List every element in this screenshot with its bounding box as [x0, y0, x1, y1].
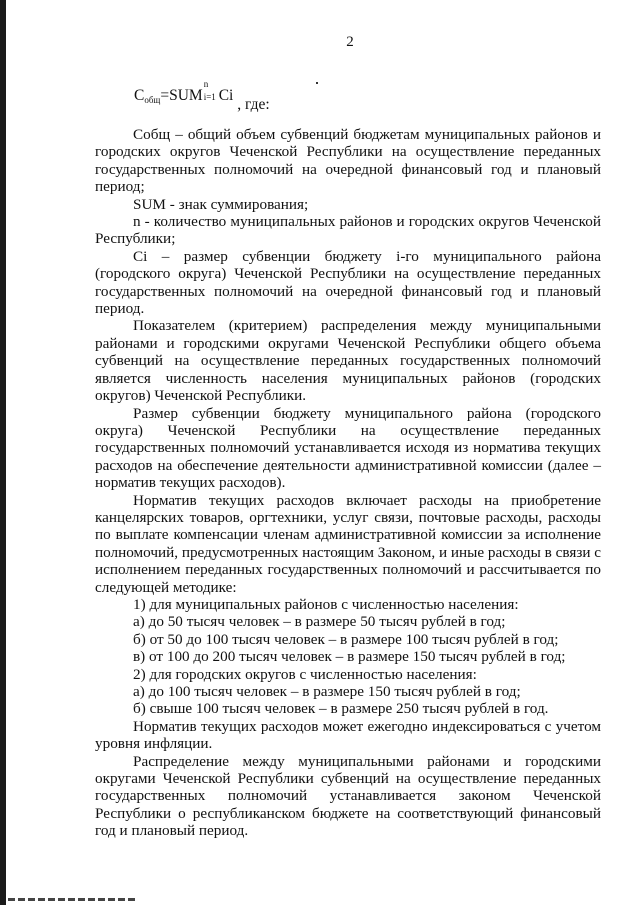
- list-item: в) от 100 до 200 тысяч человек – в размере 150 тысяч рублей в год;: [133, 648, 566, 666]
- list-item: 1) для муниципальных районов с численностью населения:: [133, 595, 519, 613]
- scan-edge-bar: [0, 0, 6, 905]
- formula-sum-upper: n: [203, 79, 209, 89]
- formula-term: Ci: [218, 87, 234, 104]
- footer-scan-artifact: [8, 898, 138, 901]
- formula-suffix: , где:: [237, 96, 270, 113]
- paragraph: Норматив текущих расходов включает расходы на приобретение канцелярских товаров, оргтехники, услуг связи, почтовые расходы, расходы по выплате компенсации членам административной комиссии за исполнение полномочий, предусмотренных настоящим Законом, и иные расходы в связи с исполнением переданных государственных полномочий и рассчитывается по следующей методике:: [95, 491, 601, 596]
- formula-lhs-subscript: общ: [144, 95, 161, 105]
- paragraph: n - количество муниципальных районов и городских округов Чеченской Республики;: [95, 213, 601, 248]
- list-item: а) до 50 тысяч человек – в размере 50 тысяч рублей в год;: [133, 613, 506, 631]
- paragraph: Норматив текущих расходов может ежегодно индексироваться с учетом уровня инфляции.: [95, 717, 601, 753]
- page-number: 2: [346, 34, 354, 50]
- paragraph: SUM - знак суммирования;: [133, 195, 309, 213]
- paragraph: Показателем (критерием) распределения между муниципальными районами и городскими округами Чеченской Республики общего объема субвенций на осуществление переданных государственных полномочий является численность населения муниципальных районов (городских округов) Чеченской Республики.: [95, 317, 601, 405]
- formula-sum: =SUM: [160, 87, 203, 104]
- formula-lhs: C: [134, 87, 145, 104]
- scan-speck: [316, 82, 318, 84]
- list-item: а) до 100 тысяч человек – в размере 150 тысяч рублей в год;: [133, 683, 521, 700]
- list-item: б) свыше 100 тысяч человек – в размере 250 тысяч рублей в год.: [133, 700, 549, 718]
- formula: [134, 79, 270, 113]
- formula-sum-limits: [203, 79, 219, 102]
- paragraph: Ci – размер субвенции бюджету i-го муниципального района (городского округа) Чеченской Республики на осуществление переданных государственных полномочий на очередной финансовый год и плановый период.: [95, 247, 601, 318]
- list-item: б) от 50 до 100 тысяч человек – в размере 100 тысяч рублей в год;: [133, 630, 559, 648]
- paragraph: Cобщ – общий объем субвенций бюджетам муниципальных районов и городских округов Чеченской Республики на осуществление переданных государственных полномочий на очередной финансовый год и плановый период;: [95, 126, 601, 196]
- formula-sum-lower: i=1: [203, 92, 216, 102]
- paragraph: Размер субвенции бюджету муниципального района (городского округа) Чеченской Республики на осуществление переданных государственных полномочий устанавливается исходя из норматива текущих расходов на обеспечение деятельности административной комиссии (далее – норматив текущих расходов).: [95, 404, 601, 492]
- list-item: 2) для городских округов с численностью населения:: [133, 665, 477, 683]
- paragraph: Распределение между муниципальными районами и городскими округами Чеченской Республики субвенций на осуществление переданных государственных полномочий устанавливается законом Чеченской Республики о республиканском бюджете на соответствующий финансовый год и плановый период.: [95, 752, 601, 840]
- document-body: [95, 126, 601, 840]
